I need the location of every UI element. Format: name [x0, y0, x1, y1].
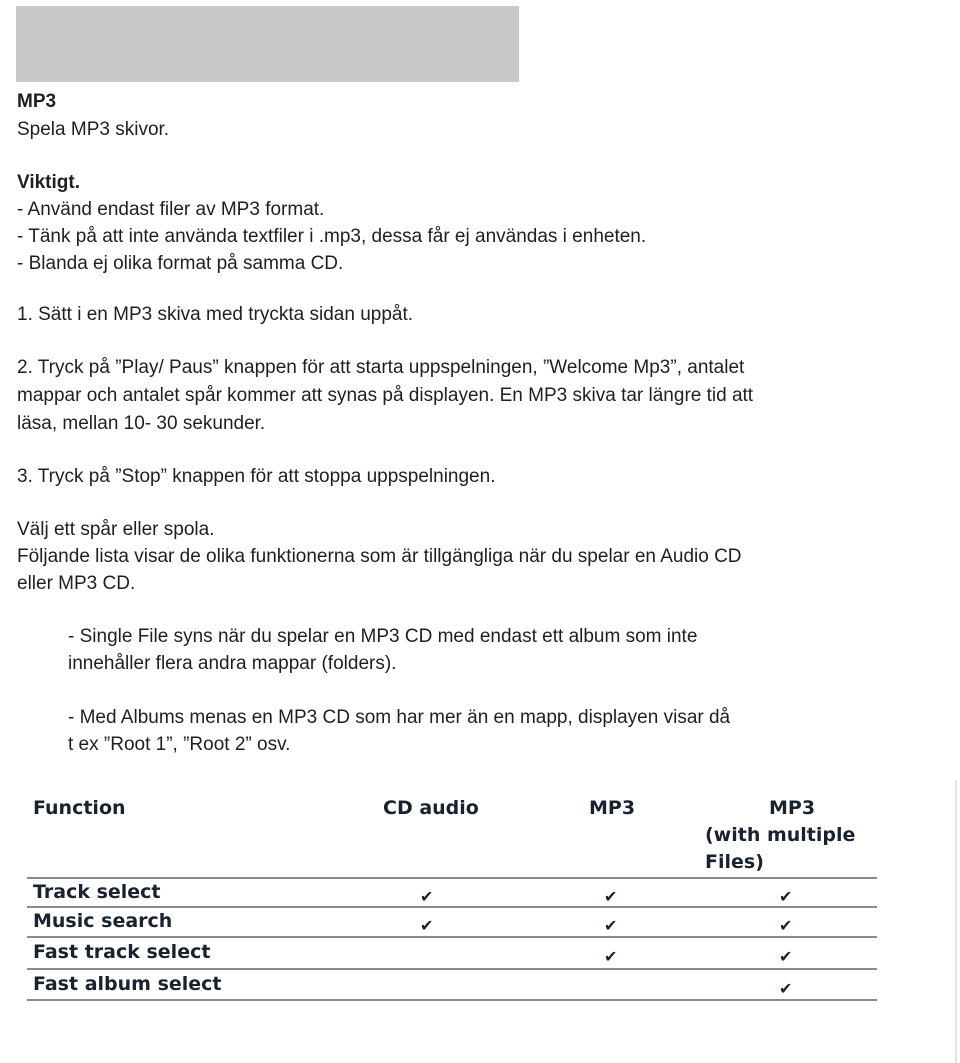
step-2-line: läsa, mellan 10- 30 sekunder. [17, 413, 266, 434]
table-divider [27, 936, 877, 938]
important-item: - Tänk på att inte använda textfiler i .mp3, dessa får ej användas i enheten. [17, 226, 647, 247]
header-cd-audio: CD audio [383, 797, 479, 819]
step-2-line: 2. Tryck på ”Play/ Paus” knappen för att starta uppspelningen, ”Welcome Mp3”, antalet [17, 357, 745, 378]
check-icon: ✔ [779, 947, 793, 966]
header-mp3: MP3 [589, 797, 636, 819]
row-music-search-label: Music search [33, 910, 173, 932]
page-edge [955, 780, 957, 1063]
important-item: - Använd endast filer av MP3 format. [17, 199, 325, 220]
step-3: 3. Tryck på ”Stop” knappen för att stoppa uppspelningen. [17, 466, 496, 487]
check-icon: ✔ [779, 979, 793, 998]
row-fast-track-select-label: Fast track select [33, 941, 211, 963]
important-heading: Viktigt. [17, 172, 80, 193]
note-albums-line: t ex ”Root 1”, ”Root 2” osv. [68, 734, 291, 755]
select-heading: Välj ett spår eller spola. [17, 519, 215, 540]
check-icon: ✔ [779, 916, 793, 935]
step-1: 1. Sätt i en MP3 skiva med tryckta sidan uppåt. [17, 304, 414, 325]
function-table [27, 795, 877, 1001]
check-icon: ✔ [604, 916, 618, 935]
check-icon: ✔ [604, 947, 618, 966]
header-mp3-multi-line: Files) [705, 851, 764, 873]
check-icon: ✔ [779, 887, 793, 906]
table-divider [27, 968, 877, 970]
step-2-line: mappar och antalet spår kommer att synas på displayen. En MP3 skiva tar längre tid att [17, 385, 754, 406]
important-item: - Blanda ej olika format på samma CD. [17, 253, 344, 274]
section-subtitle: Spela MP3 skivor. [17, 119, 170, 140]
header-bar [16, 6, 519, 82]
section-title: MP3 [17, 91, 57, 112]
row-track-select-label: Track select [33, 881, 161, 903]
note-albums-line: - Med Albums menas en MP3 CD som har mer än en mapp, displayen visar då [68, 707, 731, 728]
header-function: Function [33, 797, 126, 819]
check-icon: ✔ [604, 887, 618, 906]
header-mp3-multi-line: (with multiple [705, 824, 856, 846]
check-icon: ✔ [420, 887, 434, 906]
select-intro-line: Följande lista visar de olika funktionerna som är tillgängliga när du spelar en Audio CD [17, 546, 742, 567]
header-mp3-multi-line: MP3 [769, 797, 816, 819]
note-single-file-line: - Single File syns när du spelar en MP3 CD med endast ett album som inte [68, 626, 698, 647]
note-single-file-line: innehåller flera andra mappar (folders). [68, 653, 397, 674]
select-intro-line: eller MP3 CD. [17, 573, 136, 594]
check-icon: ✔ [420, 916, 434, 935]
table-divider [27, 999, 877, 1001]
row-fast-album-select-label: Fast album select [33, 973, 222, 995]
